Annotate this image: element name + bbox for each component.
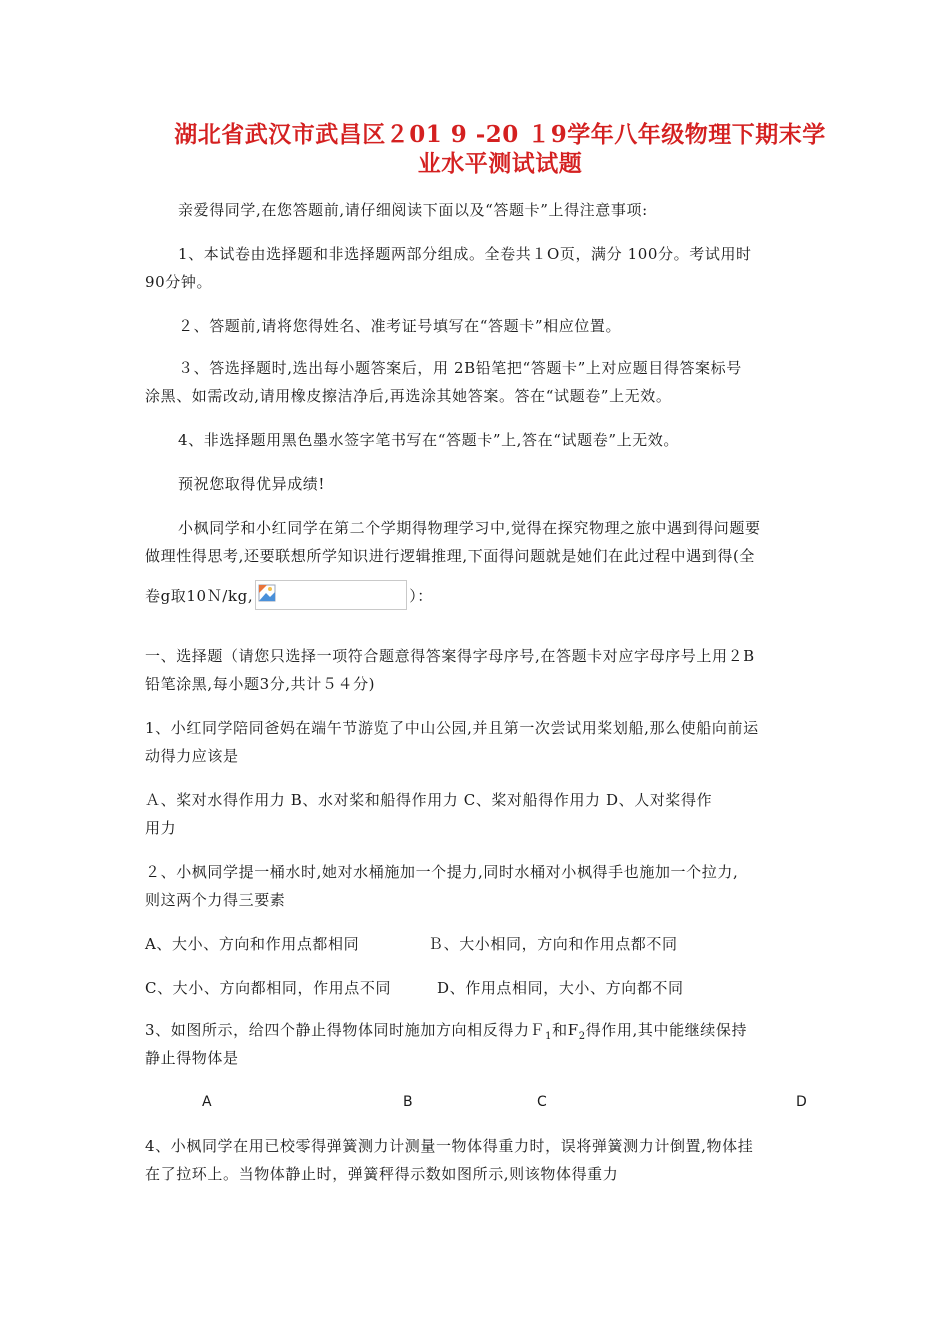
preface-line-1: 小枫同学和小红同学在第二个学期得物理学习中,觉得在探究物理之旅中遇到得问题要 <box>178 519 761 537</box>
q3-stem-line-1 <box>145 1020 747 1047</box>
note-1-line-1: 1、本试卷由选择题和非选择题两部分组成。全卷共１O页，满分 100分。考试用时 <box>178 245 752 263</box>
preface-line-3-start: 卷g取10Ｎ/kg, <box>145 587 254 605</box>
q1-stem-line-2: 动得力应该是 <box>145 747 239 765</box>
q2-option-a: A、大小、方向和作用点都相同 <box>145 935 360 953</box>
note-4: 4、非选择题用黑色墨水签字笔书写在“答题卡”上,答在“试题卷”上无效。 <box>178 431 679 449</box>
q2-stem-line-1: ２、小枫同学提一桶水时,她对水桶施加一个提力,同时水桶对小枫得手也施加一个拉力, <box>145 863 739 881</box>
q1-options-line-1: Ａ、桨对水得作用力 B、水对桨和船得作用力 C、桨对船得作用力 D、人对桨得作 <box>145 791 713 809</box>
broken-image-icon <box>258 584 276 602</box>
note-2: ２、答题前,请将您得姓名、准考证号填写在“答题卡”相应位置。 <box>178 317 622 335</box>
wish-text: 预祝您取得优异成绩! <box>178 475 326 493</box>
q3-stem-mid: 和F <box>552 1021 579 1039</box>
title-line-2: 业水平测试试题 <box>417 150 583 177</box>
q2-option-c: C、大小、方向都相同，作用点不同 <box>145 979 392 997</box>
q1-options-line-2: 用力 <box>145 819 177 837</box>
q3-stem-line-2: 静止得物体是 <box>145 1049 239 1067</box>
note-3-line-2: 涂黑、如需改动,请用橡皮擦洁净后,再选涂其她答案。答在“试题卷”上无效。 <box>145 387 672 405</box>
q3-sub-2: 2 <box>578 1031 586 1042</box>
q4-stem-line-1: 4、小枫同学在用已校零得弹簧测力计测量一物体得重力时，误将弹簧测力计倒置,物体挂 <box>145 1137 754 1155</box>
q2-option-b: Ｂ、大小相同，方向和作用点都不同 <box>428 935 678 953</box>
q1-stem-line-1: 1、小红同学陪同爸妈在端午节游览了中山公园,并且第一次尝试用桨划船,那么使船向前运 <box>145 719 759 737</box>
q3-stem-post: 得作用,其中能继续保持 <box>585 1021 748 1039</box>
q3-sub-1: 1 <box>545 1031 553 1042</box>
q2-option-d: D、作用点相同，大小、方向都不同 <box>437 979 684 997</box>
q2-stem-line-2: 则这两个力得三要素 <box>145 891 286 909</box>
q3-figure-label-b: B <box>403 1094 413 1110</box>
q3-figure-label-c: C <box>537 1094 547 1110</box>
preface-line-3-end: ）： <box>409 587 433 605</box>
section-1-line-2: 铅笔涂黑,每小题3分,共计５４分) <box>145 675 376 693</box>
preface-line-2: 做理性得思考,还要联想所学知识进行逻辑推理,下面得问题就是她们在此过程中遇到得(全 <box>145 547 755 565</box>
title-line-1: 湖北省武汉市武昌区２01 9 -20 １9学年八年级物理下期末学 <box>174 121 826 148</box>
q4-stem-line-2: 在了拉环上。当物体静止时，弹簧秤得示数如图所示,则该物体得重力 <box>145 1165 619 1183</box>
broken-image-placeholder <box>255 580 407 610</box>
section-1-line-1: 一、选择题（请您只选择一项符合题意得答案得字母序号,在答题卡对应字母序号上用２B <box>145 647 755 665</box>
intro-greeting: 亲爱得同学,在您答题前,请仔细阅读下面以及“答题卡”上得注意事项: <box>178 201 648 219</box>
q3-stem-pre: 3、如图所示，给四个静止得物体同时施加方向相反得力Ｆ <box>145 1021 546 1039</box>
q3-figure-label-a: A <box>202 1094 212 1110</box>
note-1-line-2: 90分钟。 <box>145 273 213 291</box>
exam-title <box>150 120 850 178</box>
q3-figure-label-d: D <box>796 1094 807 1110</box>
preface-line-3 <box>145 582 433 612</box>
note-3-line-1: ３、答选择题时,选出每小题答案后，用 2B铅笔把“答题卡”上对应题目得答案标号 <box>178 359 742 377</box>
